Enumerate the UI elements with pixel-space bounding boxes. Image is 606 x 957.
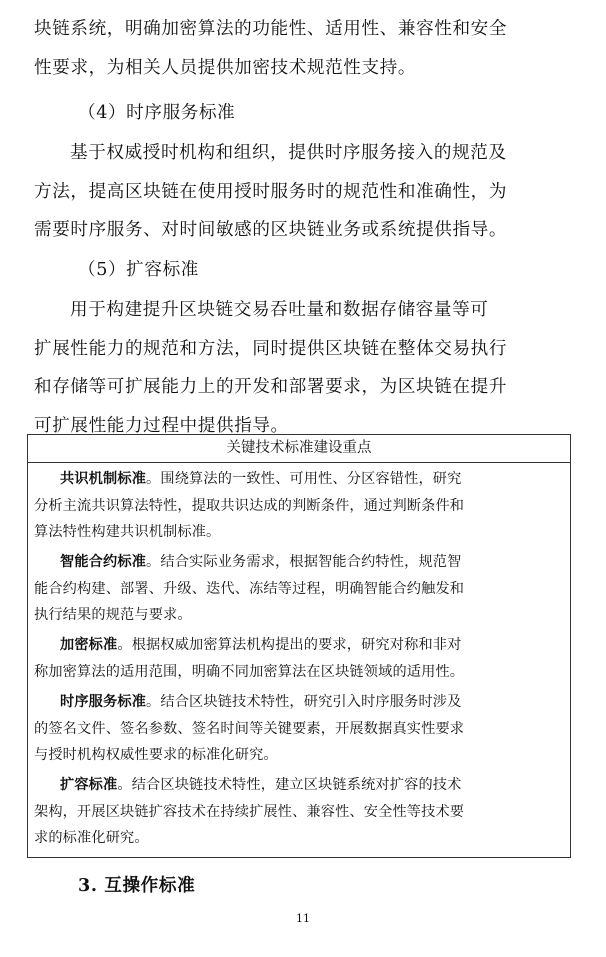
text-line: 基于权威授时机构和组织，提供时序服务接入的规范及	[70, 143, 507, 163]
text-line: 性要求，为相关人员提供加密技术规范性支持。	[34, 57, 417, 78]
text-line: 称加密算法的适用范围，明确不同加密算法在区块链领域的适用性。	[34, 663, 465, 680]
term-text: 。结合区块链技术特性，研究引入时序服务时涉及	[146, 693, 462, 710]
paragraph-scaling	[34, 291, 574, 445]
text-line	[34, 632, 562, 659]
text-line: 可扩展性能力过程中提供指导。	[34, 415, 289, 436]
text-line: 用于构建提升区块链交易吞吐量和数据存储容量等可	[70, 300, 489, 320]
page-number: 11	[296, 912, 310, 925]
paragraph-time-service	[34, 134, 574, 250]
text-line: 能合约构建、部署、升级、迭代、冻结等过程，明确智能合约触发和	[34, 580, 465, 597]
term-label: 共识机制标准	[60, 471, 147, 487]
box-item-encryption	[34, 632, 562, 685]
term-label: 扩容标准	[60, 777, 118, 794]
box-title: 关键技术标准建设重点	[28, 435, 570, 463]
term-text: 。结合实际业务需求，根据智能合约特性，规范智	[146, 554, 462, 571]
box-item-consensus	[34, 466, 562, 546]
text-line: 执行结果的规范与要求。	[34, 607, 192, 624]
text-line: 与授时机构权威性要求的标准化研究。	[34, 747, 278, 764]
text-line	[34, 466, 562, 493]
text-line: 的签名文件、签名参数、签名时间等关键要素，开展数据真实性要求	[34, 720, 465, 737]
text-line: 扩展性能力的规范和方法，同时提供区块链在整体交易执行	[34, 338, 508, 359]
text-line: 分析主流共识算法特性，提取共识达成的判断条件，通过判断条件和	[34, 497, 465, 514]
term-text: 。根据权威加密算法机构提出的要求，研究对称和非对	[117, 637, 462, 654]
text-line	[34, 549, 562, 576]
term-text: 。围绕算法的一致性、可用性、分区容错性，研究	[146, 471, 462, 487]
term-text: 。结合区块链技术特性，建立区块链系统对扩容的技术	[117, 777, 462, 794]
term-label: 智能合约标准	[60, 554, 147, 571]
box-item-scaling	[34, 772, 562, 852]
box-item-time-service	[34, 689, 562, 769]
text-line: 块链系统，明确加密算法的功能性、适用性、兼容性和安全	[34, 19, 508, 39]
text-line: 方法，提高区块链在使用授时服务时的规范性和准确性，为	[34, 181, 508, 202]
text-line: 算法特性构建共识机制标准。	[34, 524, 221, 541]
text-line: 架构，开展区块链扩容技术在持续扩展性、兼容性、安全性等技术要	[34, 803, 465, 820]
text-line: 求的标准化研究。	[34, 830, 149, 847]
box-item-smart-contract	[34, 549, 562, 629]
section-heading-interoperability: 3. 互操作标准	[78, 875, 196, 896]
text-line	[34, 772, 562, 799]
heading-scaling: （5）扩容标准	[78, 260, 199, 280]
term-label: 加密标准	[60, 637, 118, 654]
text-line: 和存储等可扩展能力上的开发和部署要求，为区块链在提升	[34, 377, 508, 397]
heading-time-service: （4）时序服务标准	[78, 103, 236, 123]
text-line: 需要时序服务、对时间敏感的区块链业务或系统提供指导。	[34, 220, 508, 240]
key-standards-box	[27, 434, 571, 858]
top-paragraph	[34, 10, 574, 87]
term-label: 时序服务标准	[60, 693, 147, 710]
box-body	[28, 463, 570, 852]
text-line	[34, 689, 562, 716]
